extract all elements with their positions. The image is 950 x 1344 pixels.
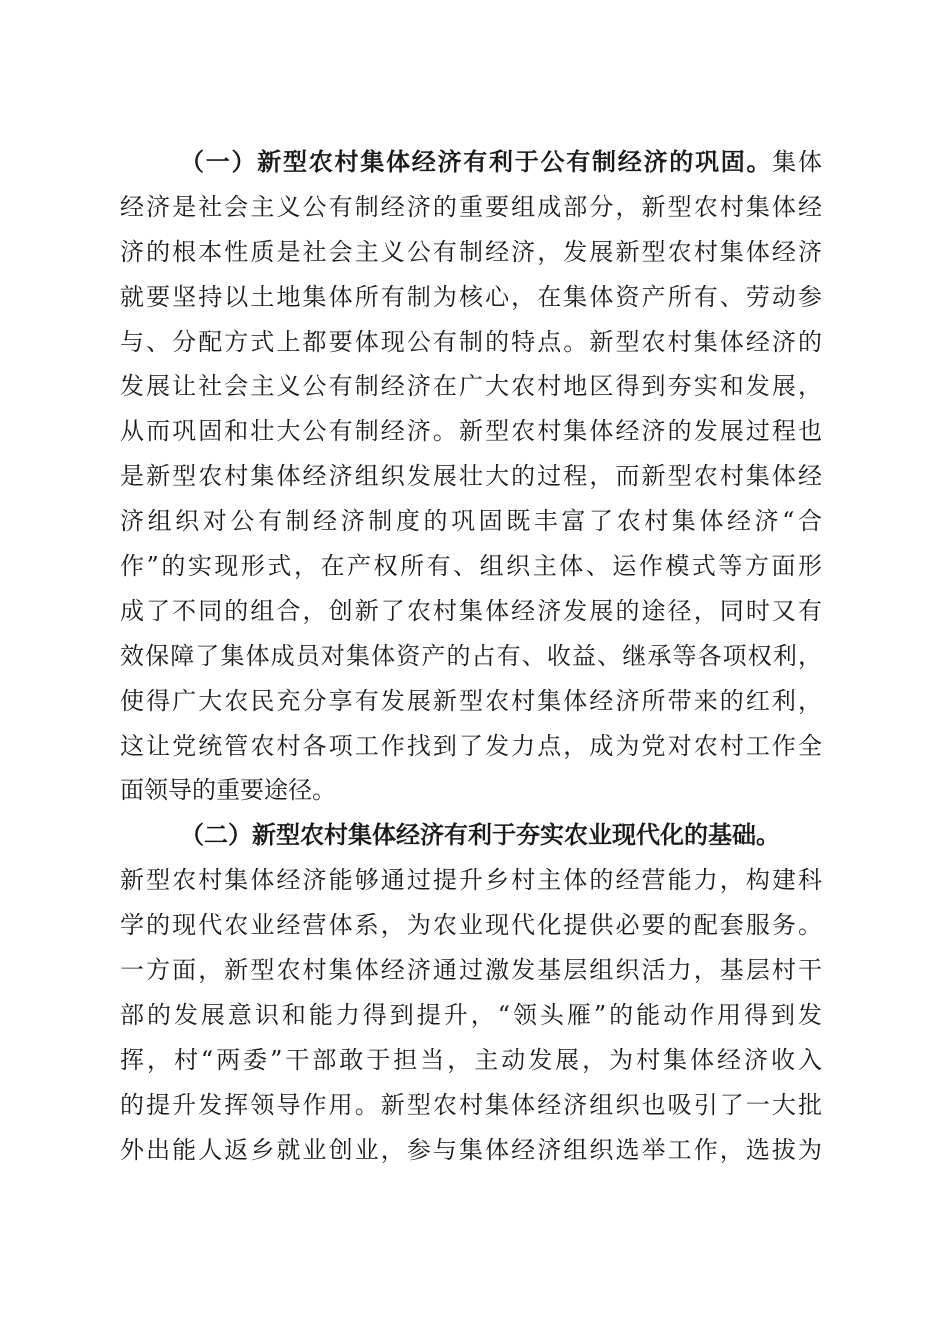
paragraph-1-text: 集体 (772, 148, 822, 176)
paragraph-1-line-15: 面领导的重要途径。 (120, 776, 336, 805)
paragraph-1-line-7: 从而巩固和壮大公有制经济。新型农村集体经济的发展过程也 (120, 417, 822, 446)
paragraph-1-line-11: 成了不同的组合，创新了农村集体经济发展的途径，同时又有 (120, 596, 822, 625)
paragraph-1-line-5: 与、分配方式上都要体现公有制的特点。新型农村集体经济的 (120, 327, 822, 356)
paragraph-2-line-7: 的提升发挥领导作用。新型农村集体经济组织也吸引了一大批 (120, 1090, 822, 1119)
paragraph-1-line-12: 效保障了集体成员对集体资产的占有、收益、继承等各项权利， (120, 641, 822, 670)
paragraph-2-line-6: 挥，村“两委”干部敢于担当，主动发展，为村集体经济收入 (120, 1045, 822, 1074)
paragraph-1-line-6: 发展让社会主义公有制经济在广大农村地区得到夯实和发展， (120, 372, 822, 401)
paragraph-2-line-2: 新型农村集体经济能够通过提升乡村主体的经营能力，构建科 (120, 866, 822, 895)
paragraph-2-heading: （二）新型农村集体经济有利于夯实农业现代化的基础。 (180, 820, 780, 850)
paragraph-1-line-9: 济组织对公有制经济制度的巩固既丰富了农村集体经济“合 (120, 507, 822, 536)
paragraph-1-line-8: 是新型农村集体经济组织发展壮大的过程，而新型农村集体经 (120, 462, 822, 491)
paragraph-1-line-2: 经济是社会主义公有制经济的重要组成部分，新型农村集体经 (120, 192, 822, 221)
paragraph-1-line-10: 作”的实现形式，在产权所有、组织主体、运作模式等方面形 (120, 552, 822, 581)
paragraph-1-line-14: 这让党统管农村各项工作找到了发力点，成为党对农村工作全 (120, 731, 822, 760)
paragraph-2-line-3: 学的现代农业经营体系，为农业现代化提供必要的配套服务。 (120, 911, 822, 940)
paragraph-2-line-1 (120, 813, 822, 858)
paragraph-1-line-1 (120, 140, 822, 185)
document-body (120, 140, 822, 1172)
paragraph-1-line-3: 济的根本性质是社会主义公有制经济，发展新型农村集体经济 (120, 237, 822, 266)
paragraph-2-line-5: 部的发展意识和能力得到提升，“领头雁”的能动作用得到发 (120, 1000, 822, 1029)
paragraph-2-line-4: 一方面，新型农村集体经济通过激发基层组织活力，基层村干 (120, 956, 822, 985)
paragraph-2-line-8: 外出能人返乡就业创业，参与集体经济组织选举工作，选拔为 (120, 1135, 822, 1164)
paragraph-1-heading: （一）新型农村集体经济有利于公有制经济的巩固。 (180, 147, 773, 176)
paragraph-1-line-13: 使得广大农民充分享有发展新型农村集体经济所带来的红利， (120, 686, 822, 715)
paragraph-1-line-4: 就要坚持以土地集体所有制为核心，在集体资产所有、劳动参 (120, 282, 822, 311)
